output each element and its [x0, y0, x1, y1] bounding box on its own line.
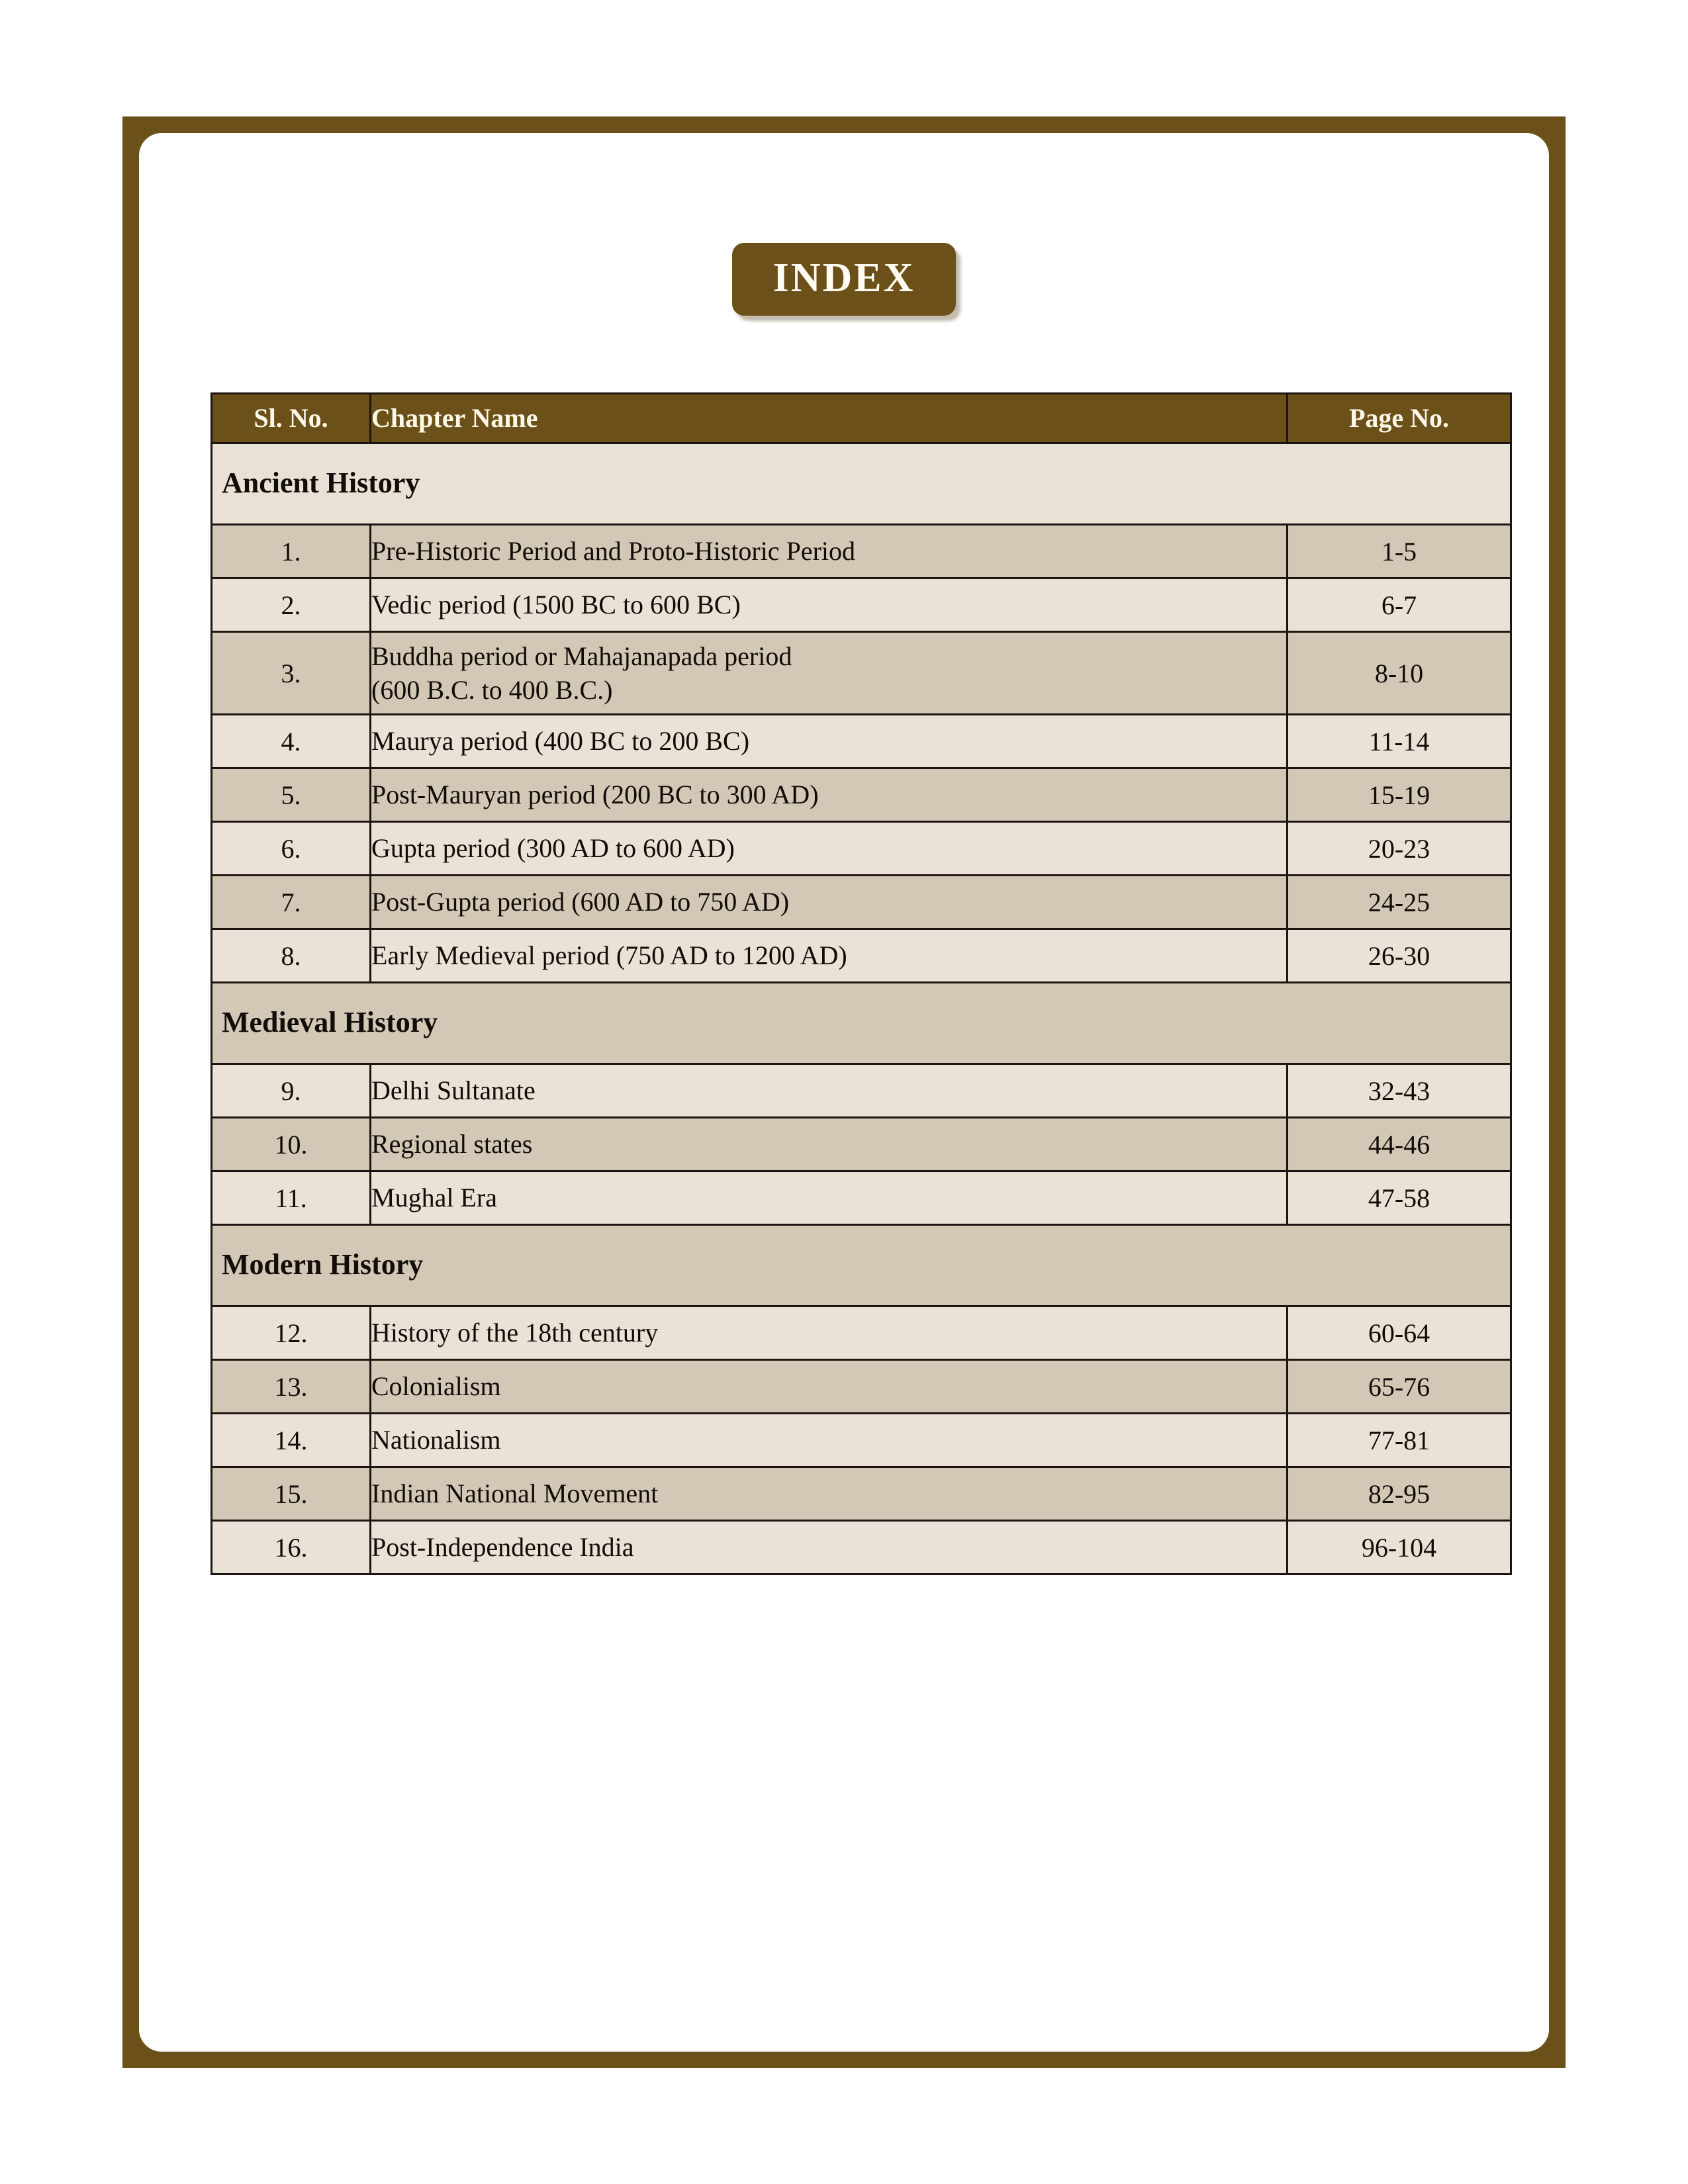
chapter-name-line-1: Delhi Sultanate [371, 1075, 536, 1106]
cell-page-no: 8-10 [1288, 632, 1511, 715]
cell-sl-no: 7. [212, 876, 371, 929]
page-content-area [139, 133, 1549, 2052]
section-title: Medieval History [212, 983, 1511, 1064]
cell-chapter-name [371, 1521, 1288, 1574]
column-header-chapter-name: Chapter Name [371, 394, 1288, 443]
chapter-name-line-1: Buddha period or Mahajanapada period [371, 641, 792, 671]
cell-chapter-name [371, 1118, 1288, 1171]
table-row [212, 632, 1511, 715]
cell-page-no: 24-25 [1288, 876, 1511, 929]
table-row [212, 822, 1511, 876]
cell-page-no: 20-23 [1288, 822, 1511, 876]
chapter-name-line-1: History of the 18th century [371, 1318, 659, 1348]
cell-page-no: 11-14 [1288, 715, 1511, 768]
table-header-row [212, 394, 1511, 443]
cell-page-no: 26-30 [1288, 929, 1511, 983]
cell-page-no: 60-64 [1288, 1306, 1511, 1360]
table-row [212, 1171, 1511, 1225]
cell-chapter-name [371, 1064, 1288, 1118]
cell-chapter-name [371, 632, 1288, 715]
table-row [212, 715, 1511, 768]
chapter-name-line-1: Mughal Era [371, 1183, 497, 1213]
section-title: Modern History [212, 1225, 1511, 1306]
cell-page-no: 47-58 [1288, 1171, 1511, 1225]
cell-page-no: 65-76 [1288, 1360, 1511, 1414]
index-title-area [139, 243, 1549, 316]
table-row [212, 1414, 1511, 1467]
cell-sl-no: 12. [212, 1306, 371, 1360]
table-row [212, 578, 1511, 632]
cell-sl-no: 9. [212, 1064, 371, 1118]
cell-chapter-name [371, 1414, 1288, 1467]
chapter-name-line-1: Pre-Historic Period and Proto-Historic Period [371, 536, 855, 567]
index-table [211, 392, 1512, 1575]
cell-chapter-name [371, 1360, 1288, 1414]
cell-chapter-name [371, 929, 1288, 983]
cell-chapter-name [371, 525, 1288, 578]
cell-page-no: 15-19 [1288, 768, 1511, 822]
cell-sl-no: 14. [212, 1414, 371, 1467]
chapter-name-line-1: Post-Independence India [371, 1532, 634, 1563]
table-row [212, 525, 1511, 578]
table-row [212, 1306, 1511, 1360]
cell-sl-no: 6. [212, 822, 371, 876]
index-table-container [211, 392, 1512, 1575]
cell-chapter-name [371, 876, 1288, 929]
chapter-name-line-1: Post-Mauryan period (200 BC to 300 AD) [371, 780, 819, 810]
cell-sl-no: 13. [212, 1360, 371, 1414]
cell-sl-no: 10. [212, 1118, 371, 1171]
table-row [212, 1064, 1511, 1118]
chapter-name-line-1: Indian National Movement [371, 1479, 659, 1509]
table-row [212, 1467, 1511, 1521]
column-header-sl-no: Sl. No. [212, 394, 371, 443]
cell-chapter-name [371, 1171, 1288, 1225]
cell-page-no: 96-104 [1288, 1521, 1511, 1574]
cell-sl-no: 11. [212, 1171, 371, 1225]
section-header-row [212, 443, 1511, 525]
table-row [212, 1118, 1511, 1171]
table-row [212, 929, 1511, 983]
section-header-row [212, 983, 1511, 1064]
cell-page-no: 82-95 [1288, 1467, 1511, 1521]
cell-page-no: 6-7 [1288, 578, 1511, 632]
cell-page-no: 77-81 [1288, 1414, 1511, 1467]
chapter-name-line-1: Vedic period (1500 BC to 600 BC) [371, 590, 741, 620]
table-header [212, 394, 1511, 443]
column-header-page-no: Page No. [1288, 394, 1511, 443]
chapter-name-line-1: Colonialism [371, 1371, 501, 1402]
section-header-row [212, 1225, 1511, 1306]
cell-sl-no: 16. [212, 1521, 371, 1574]
cell-page-no: 44-46 [1288, 1118, 1511, 1171]
page-border-frame [122, 116, 1566, 2068]
cell-chapter-name [371, 1306, 1288, 1360]
table-body [212, 443, 1511, 1574]
table-row [212, 1521, 1511, 1574]
chapter-name-line-1: Post-Gupta period (600 AD to 750 AD) [371, 887, 790, 917]
page-title: INDEX [732, 243, 957, 316]
cell-chapter-name [371, 822, 1288, 876]
cell-sl-no: 2. [212, 578, 371, 632]
cell-page-no: 1-5 [1288, 525, 1511, 578]
cell-sl-no: 8. [212, 929, 371, 983]
cell-sl-no: 3. [212, 632, 371, 715]
cell-sl-no: 4. [212, 715, 371, 768]
cell-sl-no: 1. [212, 525, 371, 578]
cell-chapter-name [371, 1467, 1288, 1521]
cell-chapter-name [371, 715, 1288, 768]
table-row [212, 876, 1511, 929]
cell-page-no: 32-43 [1288, 1064, 1511, 1118]
chapter-name-line-1: Nationalism [371, 1425, 501, 1455]
chapter-name-line-1: Early Medieval period (750 AD to 1200 AD) [371, 940, 847, 971]
chapter-name-line-1: Gupta period (300 AD to 600 AD) [371, 833, 735, 864]
chapter-name-line-1: Maurya period (400 BC to 200 BC) [371, 726, 750, 756]
section-title: Ancient History [212, 443, 1511, 525]
table-row [212, 768, 1511, 822]
chapter-name-line-1: Regional states [371, 1129, 533, 1160]
cell-sl-no: 5. [212, 768, 371, 822]
cell-chapter-name [371, 578, 1288, 632]
table-row [212, 1360, 1511, 1414]
cell-sl-no: 15. [212, 1467, 371, 1521]
cell-chapter-name [371, 768, 1288, 822]
chapter-name-line-2: (600 B.C. to 400 B.C.) [371, 675, 613, 705]
